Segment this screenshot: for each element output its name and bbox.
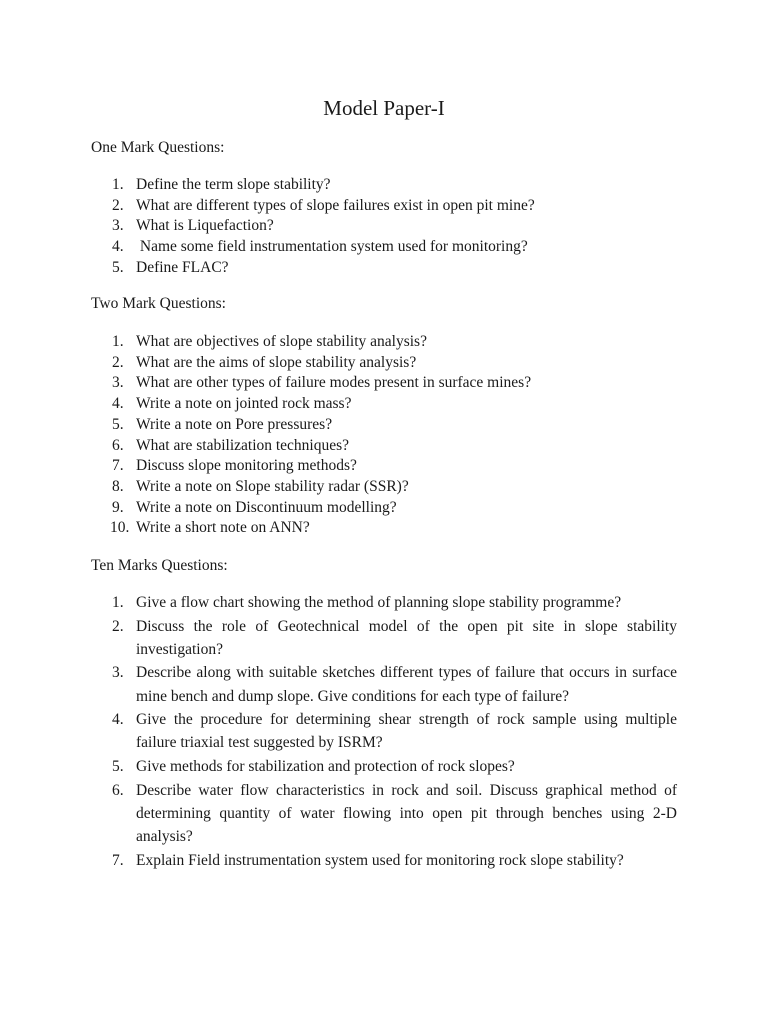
question-number: 5.: [112, 757, 124, 775]
question-number: 1.: [112, 594, 124, 611]
question-text: Write a note on Pore pressures?: [136, 415, 333, 433]
question-text: Name some field instrumentation system used for monitoring?: [136, 238, 528, 256]
question-number: 8.: [112, 477, 124, 495]
question-item: [91, 237, 677, 258]
question-number: 2.: [112, 617, 124, 635]
question-item: [91, 456, 677, 477]
question-text: Write a note on Slope stability radar (SSR)?: [136, 477, 409, 495]
question-text: Write a short note on ANN?: [136, 519, 310, 537]
question-number: 4.: [112, 395, 124, 413]
question-item: [91, 498, 677, 519]
question-text: Give a flow chart showing the method of planning slope stability programme?: [136, 594, 622, 611]
question-number: 7.: [112, 457, 124, 475]
question-item: [91, 373, 677, 394]
question-item: [91, 415, 677, 436]
question-text: What are other types of failure modes present in surface mines?: [136, 374, 532, 392]
question-item: [91, 779, 677, 849]
question-text: Define FLAC?: [136, 258, 229, 276]
question-item: [91, 708, 677, 754]
question-item: [91, 175, 677, 196]
question-list-ten-marks: [91, 591, 677, 872]
question-item: [91, 353, 677, 374]
page-title: Model Paper-I: [323, 96, 445, 120]
question-text: Describe water flow characteristics in rock and soil. Discuss graphical method of determining quantity of water flowing into open pit through benches using 2-D analysis?: [136, 781, 677, 845]
question-text: What are the aims of slope stability analysis?: [136, 353, 417, 371]
question-item: [91, 615, 677, 661]
question-item: [91, 216, 677, 237]
question-list-one-mark: [91, 175, 677, 279]
question-item: [91, 258, 677, 279]
question-text: Write a note on Discontinuum modelling?: [136, 498, 397, 516]
question-text: Describe along with suitable sketches different types of failure that occurs in surface mine bench and dump slope. Give conditions for each type of failure?: [136, 664, 677, 705]
question-number: 3.: [112, 664, 124, 682]
question-number: 1.: [112, 176, 124, 193]
question-text: What is Liquefaction?: [136, 217, 274, 235]
question-item: [91, 849, 677, 872]
question-number: 10.: [110, 519, 130, 537]
question-number: 9.: [112, 498, 124, 516]
question-item: [91, 196, 677, 217]
question-number: 7.: [112, 851, 124, 869]
question-text: What are objectives of slope stability analysis?: [136, 333, 427, 350]
question-text: Discuss slope monitoring methods?: [136, 457, 357, 475]
question-text: Discuss the role of Geotechnical model of the open pit site in slope stability investigation?: [136, 617, 677, 658]
section-heading-one-mark: One Mark Questions:: [91, 139, 225, 156]
question-number: 4.: [112, 238, 124, 256]
question-number: 5.: [112, 258, 124, 276]
question-item: [91, 477, 677, 498]
question-text: What are different types of slope failures exist in open pit mine?: [136, 196, 535, 214]
question-text: Write a note on jointed rock mass?: [136, 395, 352, 413]
question-item: [91, 436, 677, 457]
question-item: [91, 394, 677, 415]
question-number: 4.: [112, 711, 124, 729]
question-text: Give methods for stabilization and protection of rock slopes?: [136, 757, 515, 775]
question-item: [91, 518, 677, 539]
question-number: 5.: [112, 415, 124, 433]
question-number: 6.: [112, 436, 124, 454]
question-number: 2.: [112, 353, 124, 371]
question-item: [91, 591, 677, 614]
question-text: What are stabilization techniques?: [136, 436, 350, 454]
question-number: 2.: [112, 196, 124, 214]
section-heading-two-mark: Two Mark Questions:: [91, 295, 226, 312]
question-number: 3.: [112, 217, 124, 235]
question-item: [91, 332, 677, 353]
section-heading-ten-marks: Ten Marks Questions:: [91, 557, 228, 574]
question-number: 1.: [112, 333, 124, 350]
question-item: [91, 661, 677, 707]
question-item: [91, 755, 677, 778]
question-number: 3.: [112, 374, 124, 392]
question-list-two-mark: [91, 332, 677, 539]
question-text: Give the procedure for determining shear strength of rock sample using multiple failure triaxial test suggested by ISRM?: [136, 711, 677, 752]
question-text: Define the term slope stability?: [136, 176, 331, 193]
question-number: 6.: [112, 781, 124, 799]
question-text: Explain Field instrumentation system used for monitoring rock slope stability?: [136, 851, 624, 869]
